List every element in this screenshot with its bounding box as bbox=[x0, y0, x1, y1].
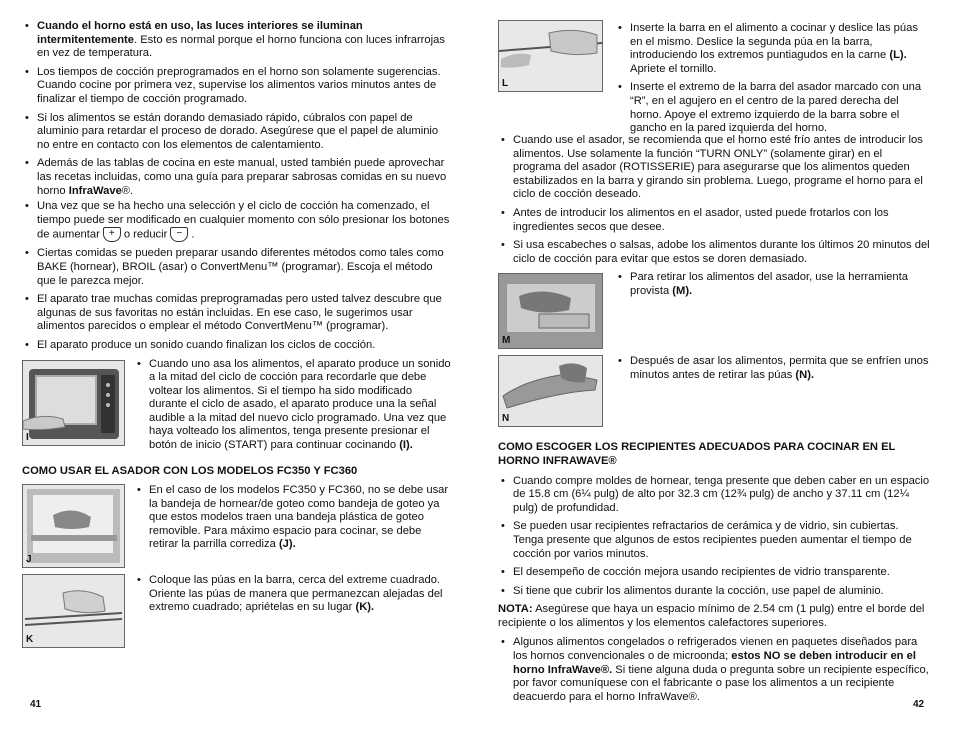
section-heading: COMO USAR EL ASADOR CON LOS MODELOS FC350 Y FC360 bbox=[22, 464, 358, 477]
figure-k bbox=[22, 574, 125, 648]
figure-n bbox=[498, 355, 603, 427]
item-text: . bbox=[191, 228, 195, 241]
item-text: Apriete el tornillo. bbox=[630, 62, 717, 75]
list-item bbox=[134, 484, 452, 552]
figure-ref: (I). bbox=[399, 439, 413, 452]
item-text: Se pueden usar recipientes refractarios de cerámica y de vidrio, sin cubiertas. Tenga presente que algunos de estos recipientes pueden aumentar el tiempo de cocción por varios minutos. bbox=[513, 520, 912, 560]
item-suffix: ®. bbox=[121, 184, 134, 197]
figure-ref: (N). bbox=[795, 368, 815, 381]
right-bullet-list-3 bbox=[498, 636, 930, 704]
figure-ref: (K). bbox=[355, 601, 375, 614]
figure-i-row bbox=[22, 358, 452, 463]
figure-j-row bbox=[22, 484, 452, 574]
item-text: o reducir bbox=[123, 228, 168, 241]
item-text: Si tiene alguna duda o pregunta sobre un recipiente específico, por favor comuníquese con el fabricante o pase los alimentos a un recipiente deacuerdo para el horno InfraWave®. bbox=[513, 663, 929, 703]
figure-label: M bbox=[502, 335, 511, 347]
figure-l-text bbox=[615, 22, 930, 141]
brand-name: InfraWave bbox=[68, 184, 122, 197]
list-item bbox=[498, 520, 930, 561]
figure-label: L bbox=[502, 78, 509, 89]
list-item bbox=[22, 112, 452, 153]
left-bullet-list-1 bbox=[22, 20, 452, 353]
item-text: Después de asar los alimentos, permita que se enfríen unos minutos antes de retirar las púas bbox=[630, 355, 929, 381]
figure-m-row bbox=[498, 271, 930, 355]
right-bullet-list-1 bbox=[498, 134, 930, 266]
item-text: Una vez que se ha hecho una selección y el ciclo de cocción ha comenzado, el tiempo puede ser modificado en cualquier momento con sólo presionar los botones de aumentar bbox=[37, 200, 450, 241]
note-label: NOTA: bbox=[498, 603, 533, 616]
list-item bbox=[615, 81, 930, 135]
list-item bbox=[498, 636, 930, 704]
list-item bbox=[22, 20, 452, 61]
figure-k-row bbox=[22, 574, 452, 654]
skewer-illustration-icon bbox=[23, 575, 124, 647]
right-page bbox=[498, 20, 930, 738]
item-text: Cuando uno asa los alimentos, el aparato produce un sonido a la mitad del ciclo de cocción para recordarle que debe voltear los alimentos. Si el tiempo ha sido modificado durante el ciclo de asado, el aparato produce una la señal audible a la mitad del nuevo ciclo programado. Una vez que haya volteado los alimentos, tenga presente presionar el botón de inicio (START) para continuar cocinando bbox=[149, 357, 451, 452]
item-text: Los tiempos de cocción preprogramados en el horno son solamente sugerencias. Cuando cocine por primera vez, supervise los alimentos varios minutos antes de finalizar el tiempo de cocción programado. bbox=[37, 65, 441, 105]
list-item bbox=[498, 207, 930, 234]
page-number-right: 42 bbox=[913, 699, 925, 710]
list-item bbox=[22, 339, 452, 353]
list-item bbox=[498, 566, 930, 580]
section-heading: COMO ESCOGER LOS RECIPIENTES ADECUADOS PARA COCINAR EN EL HORNO INFRAWAVE® bbox=[498, 441, 896, 467]
oven-illustration-icon bbox=[23, 361, 124, 445]
item-text: Si tiene que cubrir los alimentos durante la cocción, use papel de aluminio. bbox=[513, 584, 884, 597]
figure-label: I bbox=[26, 431, 29, 443]
figure-l bbox=[498, 20, 603, 92]
removal-tool-illustration-icon bbox=[499, 274, 602, 348]
item-text: Inserte el extremo de la barra del asador marcado con una “R”, en el agujero en el centro de la pared derecha del horno. Apoye el extremo izquierdo de la barra sobre el gancho en la pared izquierda del horno. bbox=[630, 81, 922, 135]
minus-button-icon: − bbox=[170, 227, 188, 242]
item-text: El aparato trae muchas comidas preprogramadas pero usted talvez descubre que algunas de sus favoritas no están incluidas. En ese caso, le sugerimos usar alimentos parecidos o emplear el método ConvertMenu™ (programar). bbox=[37, 293, 442, 333]
figure-k-text bbox=[134, 574, 452, 620]
figure-label: K bbox=[26, 634, 34, 646]
list-item bbox=[498, 475, 930, 516]
list-item bbox=[615, 355, 930, 382]
figure-j-text bbox=[134, 484, 452, 557]
figure-j bbox=[22, 484, 125, 568]
figure-n-row bbox=[498, 355, 930, 441]
item-text: Coloque las púas en la barra, cerca del extreme cuadrado. Oriente las púas de manera que permanezcan alejadas del extremo cuadrado; apriételas en su lugar bbox=[149, 574, 443, 614]
item-text: Inserte la barra en el alimento a cocinar y deslice las púas en el mismo. Deslice la segunda púa en la barra, introduciendo los extremos puntiagudos en la carne bbox=[630, 22, 918, 62]
figure-ref: (M). bbox=[672, 284, 693, 297]
figure-m bbox=[498, 273, 603, 349]
figure-label: N bbox=[502, 413, 510, 425]
item-text: Para retirar los alimentos del asador, use la herramienta provista bbox=[630, 271, 908, 297]
item-text: Si usa escabeches o salsas, adobe los alimentos durante los últimos 20 minutos del ciclo de cocción para evitar que estos se doren demasiado. bbox=[513, 239, 930, 265]
figure-n-text bbox=[615, 355, 930, 387]
list-item bbox=[22, 293, 452, 334]
list-item bbox=[22, 157, 452, 198]
bold-text: Cuando el horno está en uso, las luces interiores se iluminan intermitentemente bbox=[37, 20, 363, 46]
figure-ref: (J). bbox=[278, 538, 296, 551]
page-number-left: 41 bbox=[30, 699, 42, 710]
item-text: Cuando compre moldes de hornear, tenga presente que deben caber en un espacio de 15.8 cm (6¼ pulg) de alto por 32.3 cm (12¾ pulg) de ancho y 37.11 cm (12¼ pulg) de profundidad. bbox=[513, 474, 930, 514]
cooled-food-illustration-icon bbox=[499, 356, 602, 426]
item-text: . Esto es normal porque el horno funciona con luces infrarrojas en vez de temperatura. bbox=[37, 33, 445, 60]
figure-i bbox=[22, 360, 125, 446]
list-item bbox=[498, 585, 930, 599]
note-paragraph bbox=[498, 603, 930, 630]
right-bullet-list-2 bbox=[498, 475, 930, 599]
item-text: En el caso de los modelos FC350 y FC360, no se debe usar la bandeja de hornear/de goteo como bandeja de goteo ya que estos modelos traen una bandeja plástica de goteo removible. Para máximo espacio para cocinar, se debe retirar la parrilla corrediza bbox=[149, 484, 449, 551]
list-item bbox=[134, 358, 452, 453]
list-item bbox=[615, 271, 930, 298]
item-text: Además de las tablas de cocina en este manual, usted también puede aprovechar las recetas incluidas, como una guía para preparar sabrosas comidas en su nuevo horno bbox=[37, 157, 447, 197]
list-item bbox=[498, 134, 930, 202]
item-text: Ciertas comidas se pueden preparar usando diferentes métodos como tales como BAKE (hornear), BROIL (asar) o ConvertMenu™ (programar). Escoja el método que le parezca mejor. bbox=[37, 247, 444, 287]
note-text: Asegúrese que haya un espacio mínimo de 2.54 cm (1 pulg) entre el borde del recipiente o los alimentos y los elementos calefactores superiores. bbox=[498, 603, 925, 629]
oven-tray-illustration-icon bbox=[23, 485, 124, 567]
plus-button-icon: + bbox=[103, 227, 121, 242]
item-text: Algunos alimentos congelados o refrigerados vienen en paquetes diseñados para los hornos convencionales o de microonda; bbox=[513, 636, 918, 663]
list-item bbox=[22, 247, 452, 288]
list-item bbox=[134, 574, 452, 615]
figure-m-text bbox=[615, 271, 930, 303]
item-text: El aparato produce un sonido cuando finalizan los ciclos de cocción. bbox=[37, 338, 376, 351]
item-text: Cuando use el asador, se recomienda que el horno esté frío antes de introducir los alimentos. Use solamente la función “TURN ONLY” (solamente girar) en el programa del asador (ROTISSERIE) para asegurarse que los alimentos queden estabilizados en la barra y girando sin problema. Luego, programe el horno para el ciclo de cocción deseado. bbox=[513, 134, 923, 201]
skewer-food-illustration-icon bbox=[499, 21, 602, 91]
list-item bbox=[22, 66, 452, 107]
figure-ref: (L). bbox=[889, 49, 907, 62]
list-item bbox=[498, 239, 930, 266]
bold-text: estos NO se deben introducir en el horno InfraWave®. bbox=[513, 650, 916, 676]
item-text: Si los alimentos se están dorando demasiado rápido, cúbralos con papel de aluminio para retardar el proceso de dorado. Asegúrese que el papel de aluminio no entre en contacto con los elementos de calentamiento. bbox=[37, 111, 439, 151]
figure-i-text bbox=[134, 358, 452, 458]
figure-l-row bbox=[498, 20, 930, 135]
item-text: Antes de introducir los alimentos en el asador, usted puede frotarlos con los ingredientes secos que desee. bbox=[513, 206, 889, 233]
item-text: El desempeño de cocción mejora usando recipientes de vidrio transparente. bbox=[513, 566, 890, 579]
list-item bbox=[615, 22, 930, 76]
figure-label: J bbox=[26, 554, 32, 566]
left-page bbox=[22, 20, 452, 738]
list-item bbox=[22, 200, 452, 242]
